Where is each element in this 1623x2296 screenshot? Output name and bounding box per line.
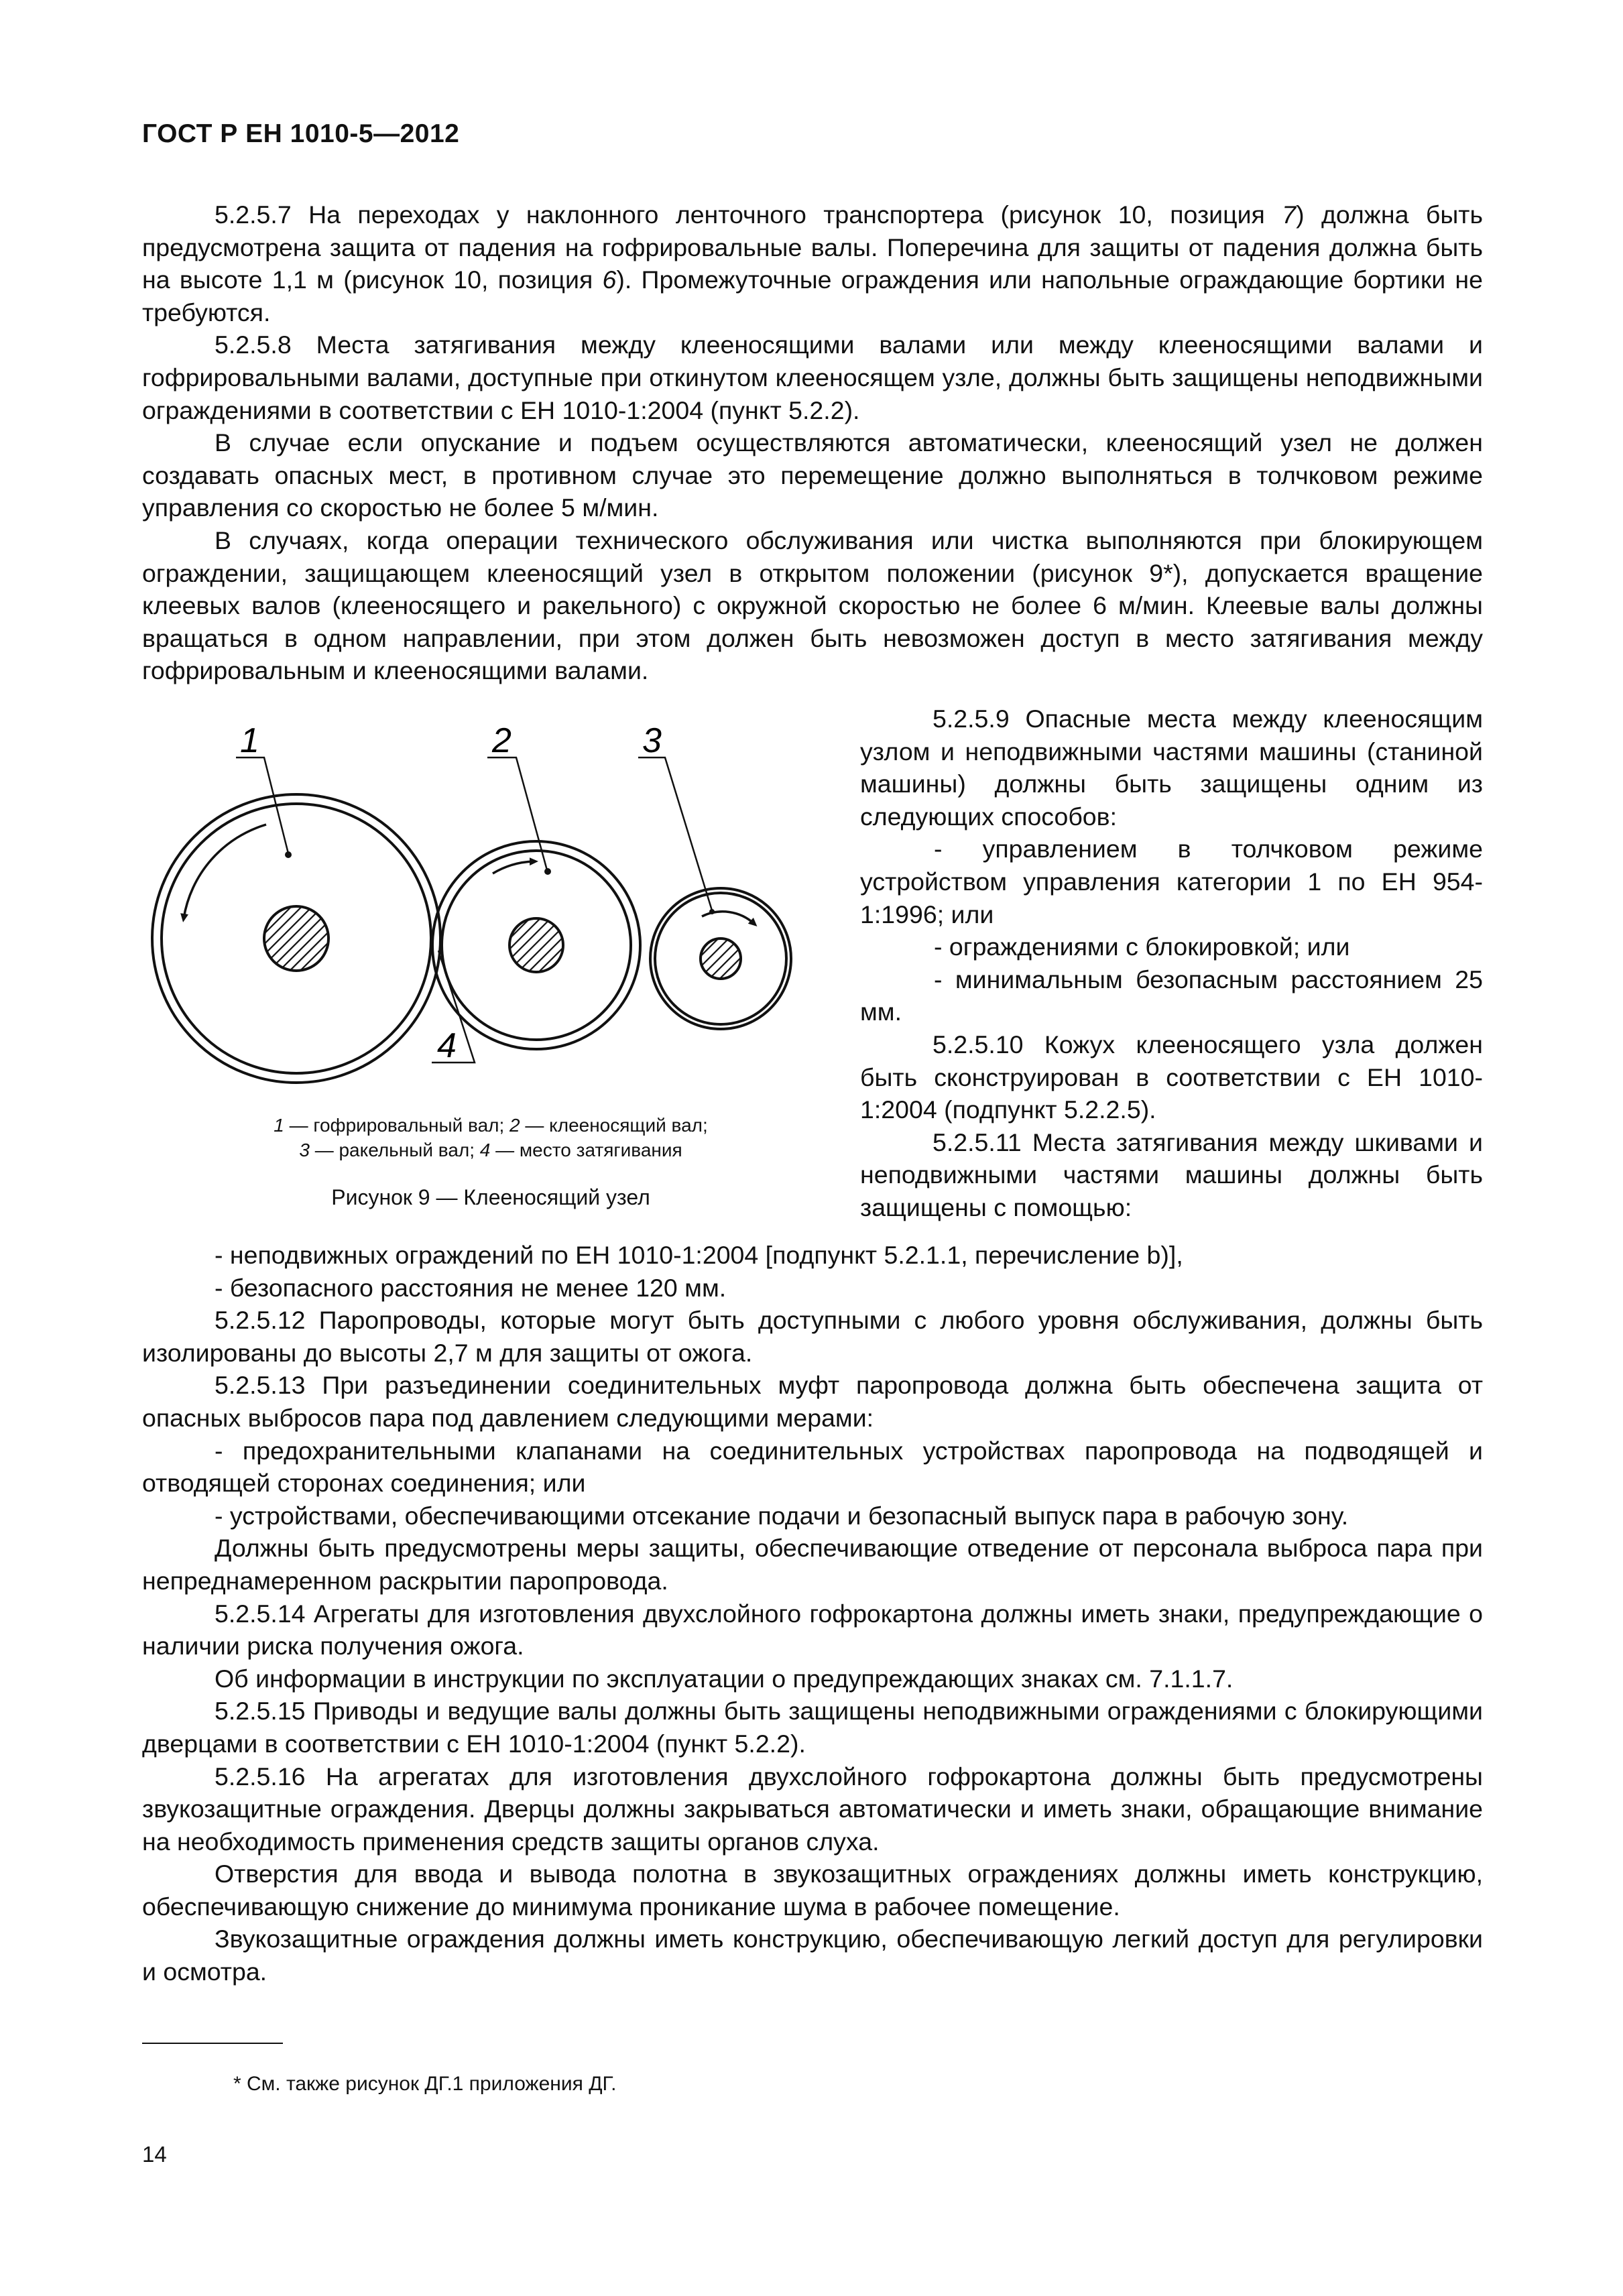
list-item: - неподвижных ограждений по ЕН 1010-1:2004 [подпункт 5.2.1.1, перечисление b)], [215, 1241, 1183, 1269]
top-text-block [142, 198, 1483, 687]
right-column-text [860, 703, 1483, 1224]
bottom-text-block [142, 1239, 1483, 1988]
glue-applicator-roll [432, 841, 640, 1049]
corrugating-roll [152, 794, 440, 1083]
footnote-divider [142, 2043, 283, 2044]
position-label-4: 4 [437, 1026, 457, 1065]
list-item: - безопасного расстояния не менее 120 мм. [215, 1273, 727, 1302]
paragraph-5-2-5-16: 5.2.5.16 На агрегатах для изготовления двухслойного гофрокартона должны быть предусмотрены звукозащитные ограждения. Дверцы должны закрываться автоматически и иметь знаки, обращающие внимание на необходимость применения средств защиты органов слуха. [142, 1762, 1483, 1856]
footnote: * См. также рисунок ДГ.1 приложения ДГ. [233, 2073, 617, 2095]
paragraph: В случае если опускание и подъем осуществляются автоматически, клееносящий узел не должен создавать опасных мест, в противном случае это перемещение должно выполняться в толчковом режиме управления со скоростью не более 5 м/мин. [142, 428, 1483, 522]
rollers-diagram [142, 711, 839, 1113]
paragraph: Об информации в инструкции по эксплуатации о предупреждающих знаках см. 7.1.1.7. [215, 1664, 1234, 1693]
italic-ref: 7 [1282, 200, 1297, 229]
paragraph-5-2-5-15: 5.2.5.15 Приводы и ведущие валы должны быть защищены неподвижными ограждениями с блокирующими дверцами в соответствии с ЕН 1010-1:2004 (пункт 5.2.2). [142, 1697, 1483, 1758]
list-item: - управлением в толчковом режиме устройством управления категории 1 по ЕН 954-1:1996; или [860, 835, 1483, 928]
doctor-roll [650, 888, 791, 1029]
paragraph-5-2-5-13: 5.2.5.13 При разъединении соединительных муфт паропровода должна быть обеспечена защита от опасных выбросов пара под давлением следующими мерами: [142, 1371, 1483, 1432]
page-number: 14 [142, 2142, 167, 2167]
position-label-1: 1 [240, 721, 259, 760]
position-label-2: 2 [492, 721, 512, 760]
paragraph-5-2-5-12: 5.2.5.12 Паропроводы, которые могут быть доступными с любого уровня обслуживания, должны быть изолированы до высоты 2,7 м для защиты от ожога. [142, 1306, 1483, 1367]
paragraph-5-2-5-14: 5.2.5.14 Агрегаты для изготовления двухслойного гофрокартона должны иметь знаки, предупреждающие о наличии риска получения ожога. [142, 1599, 1483, 1660]
list-item: - ограждениями с блокировкой; или [934, 932, 1350, 961]
paragraph: Должны быть предусмотрены меры защиты, обеспечивающие отведение от персонала выброса пара при непреднамеренном раскрытии паропровода. [142, 1534, 1483, 1595]
legend-line: 3 — ракельный вал; 4 — место затягивания [299, 1140, 682, 1160]
paragraph-5-2-5-8: 5.2.5.8 Места затягивания между клееносящими валами или между клееносящими валами и гофрировальными валами, доступные при откинутом клееносящем узле, должны быть защищены неподвижными ограждениями в соответствии с ЕН 1010-1:2004 (пункт 5.2.2). [142, 330, 1483, 424]
paragraph-5-2-5-9: 5.2.5.9 Опасные места между клееносящим узлом и неподвижными частями машины (станиной машины) должны быть защищены одним из следующих способов: [860, 705, 1483, 831]
position-label-3: 3 [642, 721, 662, 760]
figure-caption: Рисунок 9 — Клееносящий узел [331, 1185, 650, 1209]
italic-ref: 6 [602, 265, 617, 294]
list-item: - минимальным безопасным расстоянием 25 мм. [860, 965, 1483, 1026]
list-item: - устройствами, обеспечивающими отсекание подачи и безопасный выпуск пара в рабочую зону. [215, 1501, 1349, 1530]
document-header: ГОСТ Р ЕН 1010-5—2012 [142, 119, 460, 148]
figure-legend [142, 1113, 839, 1162]
paragraph-5-2-5-10: 5.2.5.10 Кожух клееносящего узла должен быть сконструирован в соответствии с ЕН 1010-1:2004 (подпункт 5.2.2.5). [860, 1030, 1483, 1124]
paragraph: Звукозащитные ограждения должны иметь конструкцию, обеспечивающую легкий доступ для регулировки и осмотра. [142, 1925, 1483, 1986]
figure-9 [142, 711, 839, 1233]
paragraph-5-2-5-11: 5.2.5.11 Места затягивания между шкивами и неподвижными частями машины должны быть защищены с помощью: [860, 1128, 1483, 1221]
paragraph-5-2-5-7: 5.2.5.7 На переходах у наклонного ленточного транспортера (рисунок 10, позиция 7) должна быть предусмотрена защита от падения на гофрировальные валы. Поперечина для защиты от падения должна быть на высоте 1,1 м (рисунок 10, позиция 6). Промежуточные ограждения или напольные ограждающие бортики не требуются. [142, 200, 1483, 326]
paragraph: Отверстия для ввода и вывода полотна в звукозащитных ограждениях должны иметь конструкцию, обеспечивающую снижение до минимума проникание шума в рабочее помещение. [142, 1860, 1483, 1921]
list-item: - предохранительными клапанами на соединительных устройствах паропровода на подводящей и отводящей сторонах соединения; или [142, 1436, 1483, 1498]
legend-line: 1 — гофрировальный вал; 2 — клееносящий вал; [274, 1115, 708, 1136]
paragraph: В случаях, когда операции технического обслуживания или чистка выполняются при блокирующем ограждении, защищающем клееносящий узел в открытом положении (рисунок 9*), допускается вращение клеевых валов (клееносящего и ракельного) с окружной скоростью не более 6 м/мин. Клеевые валы должны вращаться в одном направлении, при этом должен быть невозможен доступ в место затягивания между гофрировальным и клееносящими валами. [142, 526, 1483, 685]
